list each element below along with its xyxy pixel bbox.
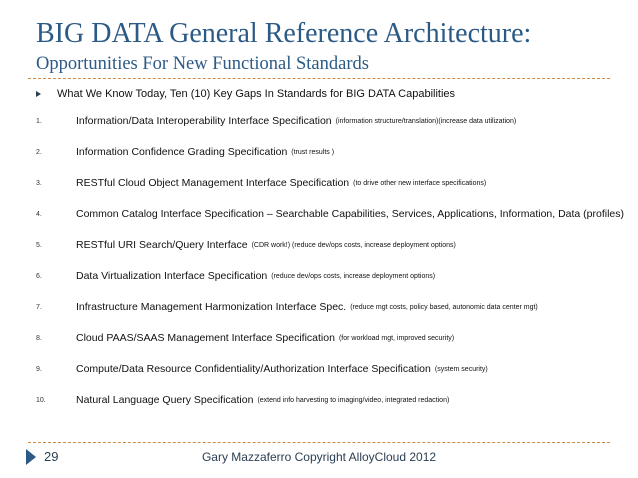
header-divider: [28, 78, 610, 79]
item-title: RESTful URI Search/Query Interface: [76, 239, 248, 251]
item-title: Information Confidence Grading Specification: [76, 146, 288, 158]
list-item: [36, 392, 449, 408]
item-note: (reduce mgt costs, policy based, autonomic data center mgt): [350, 303, 538, 311]
footer-divider: [28, 442, 610, 443]
list-item: [36, 144, 334, 160]
item-title: Cloud PAAS/SAAS Management Interface Specification: [76, 332, 335, 344]
item-number: 5.: [36, 241, 42, 249]
item-number: 4.: [36, 210, 42, 218]
item-title: Data Virtualization Interface Specification: [76, 270, 268, 282]
item-title: Information/Data Interoperability Interface Specification: [76, 115, 332, 127]
item-note: (for workload mgt, improved security): [338, 334, 455, 342]
item-number: 8.: [36, 334, 42, 342]
item-number: 3.: [36, 179, 42, 187]
item-note: (system security): [434, 365, 488, 373]
item-number: 2.: [36, 148, 42, 156]
slide-subtitle: Opportunities For New Functional Standards: [36, 54, 369, 74]
intro-bullet-text: What We Know Today, Ten (10) Key Gaps In Standards for BIG DATA Capabilities: [57, 88, 456, 100]
item-number: 7.: [36, 303, 42, 311]
item-title: Infrastructure Management Harmonization Interface Spec.: [76, 301, 347, 313]
list-item: [36, 175, 486, 191]
item-title: Natural Language Query Specification: [76, 394, 254, 406]
intro-bullet: [36, 86, 455, 102]
item-note: (information structure/translation)(increase data utilization): [335, 117, 517, 125]
item-title: RESTful Cloud Object Management Interface Specification: [76, 177, 350, 189]
item-number: 10.: [36, 396, 46, 404]
item-note: (to drive other new interface specifications): [353, 179, 487, 187]
list-item: [36, 361, 488, 377]
item-note: (extend info harvesting to imaging/video, integrated redaction): [257, 396, 450, 404]
item-number: 9.: [36, 365, 42, 373]
list-item: [36, 113, 516, 129]
item-number: 1.: [36, 117, 42, 125]
list-item: [36, 268, 435, 284]
item-note: (reduce dev/ops costs, increase deployment options): [271, 272, 436, 280]
triangle-bullet-icon: [36, 91, 41, 97]
page-number: 29: [44, 449, 59, 464]
list-item: [36, 237, 456, 253]
item-title: Compute/Data Resource Confidentiality/Authorization Interface Specification: [76, 363, 431, 375]
item-title: Common Catalog Interface Specification – Searchable Capabilities, Services, Applications, Information, Data (profiles): [76, 208, 625, 220]
item-note: (CDR work!) (reduce dev/ops costs, increase deployment options): [251, 241, 456, 249]
item-number: 6.: [36, 272, 42, 280]
list-item: [36, 330, 454, 346]
footer-copyright: Gary Mazzaferro Copyright AlloyCloud 2012: [201, 450, 437, 464]
list-item: [36, 299, 538, 315]
list-item: [36, 206, 628, 222]
slide-title: BIG DATA General Reference Architecture:: [36, 18, 532, 49]
item-note: (trust results ): [291, 148, 335, 156]
